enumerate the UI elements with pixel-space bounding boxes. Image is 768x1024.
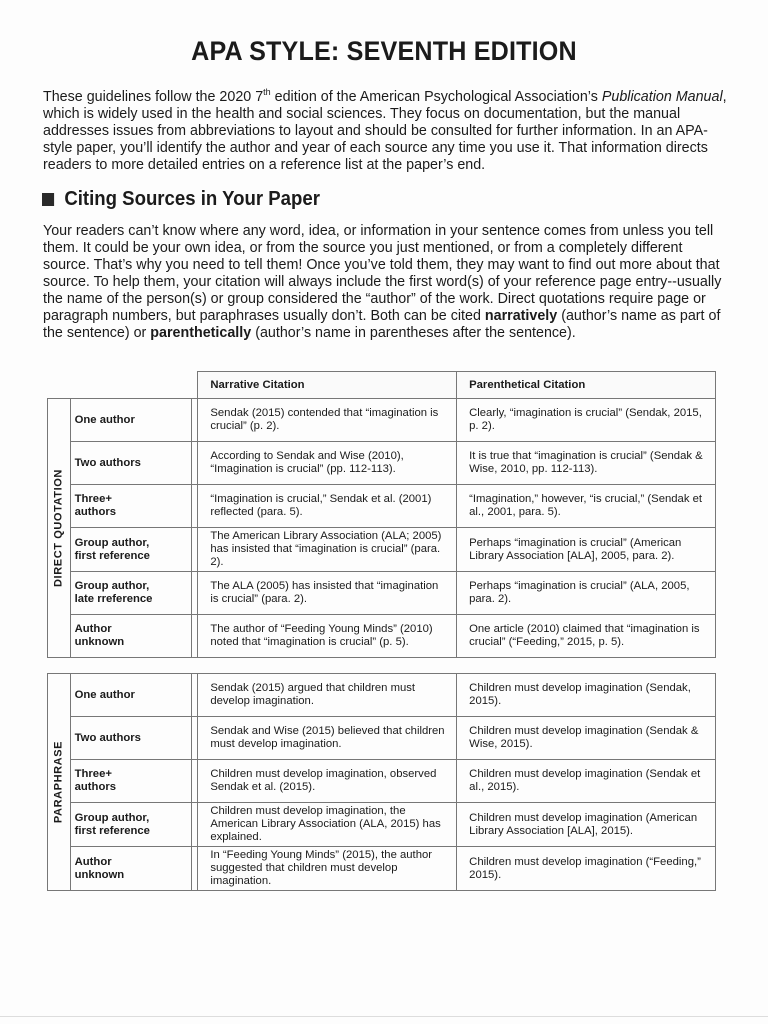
row-label: Group author, first reference	[70, 803, 192, 847]
parenthetical-cell: Perhaps “imagination is crucial” (ALA, 2005, para. 2).	[457, 572, 716, 615]
row-label: Author unknown	[70, 615, 192, 658]
table-row	[48, 674, 716, 717]
parenthetical-cell: Perhaps “imagination is crucial” (American Library Association [ALA], 2005, para. 2).	[457, 528, 716, 572]
table-row	[48, 399, 716, 442]
narrative-cell: Sendak (2015) argued that children must develop imagination.	[198, 674, 457, 717]
table-row	[48, 717, 716, 760]
page-title: APA STYLE: SEVENTH EDITION	[191, 36, 577, 66]
table-row	[48, 528, 716, 572]
parenthetically-term: parenthetically	[150, 325, 252, 341]
paraphrase-side-label: PARAPHRASE	[48, 674, 71, 891]
table-row	[48, 572, 716, 615]
narrative-cell: According to Sendak and Wise (2010), “Imagination is crucial” (pp. 112-113).	[198, 442, 457, 485]
table-row	[48, 803, 716, 847]
parenthetical-cell: Children must develop imagination (American Library Association [ALA], 2015).	[457, 803, 716, 847]
narrative-cell: In “Feeding Young Minds” (2015), the author suggested that children must develop imagination.	[198, 847, 457, 891]
narrative-cell: The author of “Feeding Young Minds” (2010) noted that “imagination is crucial” (p. 5).	[198, 615, 457, 658]
publication-manual-title: Publication Manual	[601, 88, 723, 105]
narrative-citation-header: Narrative Citation	[198, 372, 457, 399]
citing-sources-paragraph: Your readers can’t know where any word, idea, or information in your sentence comes from unless you tell them. It could be your own idea, or from the source you just mentioned, or from a completely different source. That’s why you need to tell them! Once you’ve told them, they may want to find out more about that source. To help them, your citation will always include the first word(s) of your reference page entry--usually the name of the person(s) or group considered the “author” of the work. Direct quotations require page or paragraph numbers, but paraphrases usually don’t. Both can be cited narratively (author’s name as part of the sentence) or parenthetically (author’s name in parentheses after the sentence).	[43, 223, 722, 341]
parenthetical-cell: Clearly, “imagination is crucial” (Sendak, 2015, p. 2).	[457, 399, 716, 442]
row-label: One author	[70, 399, 192, 442]
parenthetical-cell: It is true that “imagination is crucial” (Sendak & Wise, 2010, pp. 112-113).	[457, 442, 716, 485]
table-row	[48, 760, 716, 803]
row-label: Group author, first reference	[70, 528, 192, 572]
parenthetical-cell: Children must develop imagination (“Feeding,” 2015).	[457, 847, 716, 891]
table-row	[48, 485, 716, 528]
narrative-cell: Sendak and Wise (2015) believed that children must develop imagination.	[198, 717, 457, 760]
table-row	[48, 847, 716, 891]
row-label: Two authors	[70, 442, 192, 485]
row-label: Author unknown	[70, 847, 192, 891]
row-label: One author	[70, 674, 192, 717]
narrative-cell: Children must develop imagination, observed Sendak et al. (2015).	[198, 760, 457, 803]
direct-quotation-table	[47, 371, 716, 658]
table-row	[48, 442, 716, 485]
parenthetical-cell: Children must develop imagination (Sendak, 2015).	[457, 674, 716, 717]
narratively-term: narratively	[484, 308, 558, 324]
parenthetical-citation-header: Parenthetical Citation	[457, 372, 716, 399]
direct-quotation-side-label: DIRECT QUOTATION	[48, 399, 71, 658]
intro-paragraph: These guidelines follow the 2020 7th edition of the American Psychological Association’s Publication Manual, which is widely used in the health and social sciences. They focus on documentation, but the manual addresses issues from abbreviations to layout and should be consulted for further information. In an APA-style paper, you’ll identify the author and year of each source any time you use it. That information directs readers to more detailed entries on a reference list at the paper’s end.	[43, 87, 727, 173]
table-row	[48, 615, 716, 658]
page-bottom-edge	[0, 1016, 768, 1017]
narrative-cell: Sendak (2015) contended that “imagination is crucial” (p. 2).	[198, 399, 457, 442]
row-label: Three+ authors	[70, 760, 192, 803]
narrative-cell: “Imagination is crucial,” Sendak et al. (2001) reflected (para. 5).	[198, 485, 457, 528]
parenthetical-cell: One article (2010) claimed that “imagination is crucial” (“Feeding,” 2015, p. 5).	[457, 615, 716, 658]
row-label: Three+ authors	[70, 485, 192, 528]
narrative-cell: Children must develop imagination, the American Library Association (ALA, 2015) has explained.	[198, 803, 457, 847]
row-label: Group author, late rreference	[70, 572, 192, 615]
paraphrase-table	[47, 673, 716, 891]
square-bullet-icon	[42, 193, 54, 206]
parenthetical-cell: Children must develop imagination (Sendak et al., 2015).	[457, 760, 716, 803]
narrative-cell: The ALA (2005) has insisted that “imagination is crucial” (para. 2).	[198, 572, 457, 615]
row-label: Two authors	[70, 717, 192, 760]
parenthetical-cell: “Imagination,” however, “is crucial,” (Sendak et al., 2001, para. 5).	[457, 485, 716, 528]
section-heading: Citing Sources in Your Paper	[42, 188, 320, 211]
parenthetical-cell: Children must develop imagination (Sendak & Wise, 2015).	[457, 717, 716, 760]
narrative-cell: The American Library Association (ALA; 2005) has insisted that “imagination is crucial” (para. 2).	[198, 528, 457, 572]
